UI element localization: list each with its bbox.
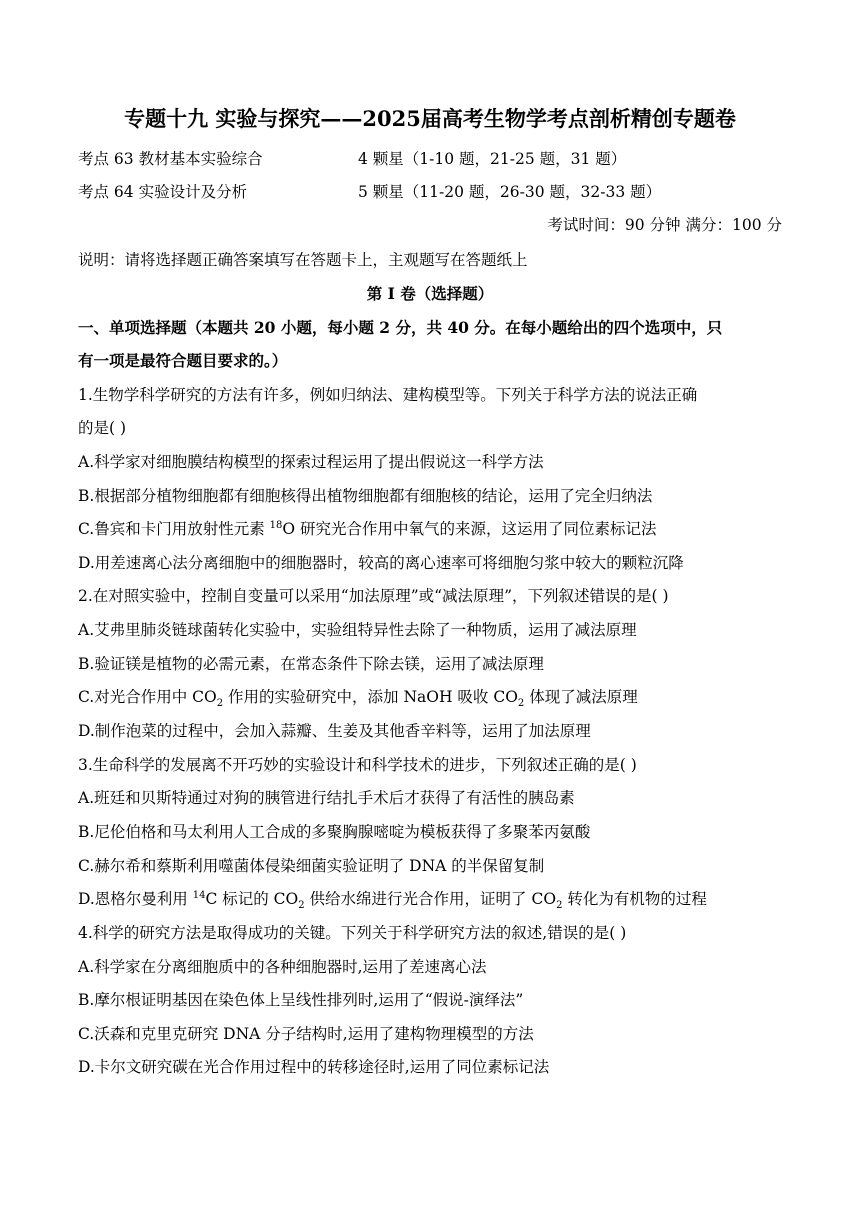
isotope-mass-18: 18 bbox=[269, 519, 283, 531]
isotope-mass-14: 14 bbox=[192, 889, 206, 901]
q4-option-d: D.卡尔文研究碳在光合作用过程中的转移途径时,运用了同位素标记法 bbox=[78, 1058, 550, 1076]
kaodian-64-name: 考点 64 实验设计及分析 bbox=[78, 183, 248, 201]
q4-option-b: B.摩尔根证明基因在染色体上呈线性排列时,运用了“假说-演绎法” bbox=[78, 991, 524, 1009]
q4-option-c: C.沃森和克里克研究 DNA 分子结构时,运用了建构物理模型的方法 bbox=[78, 1025, 534, 1043]
kaodian-63-name: 考点 63 教材基本实验综合 bbox=[78, 150, 263, 168]
q1-option-a: A.科学家对细胞膜结构模型的探索过程运用了提出假说这一科学方法 bbox=[78, 453, 544, 471]
co2-subscript: 2 bbox=[517, 698, 525, 710]
q3-option-d-text-3: 供给水绵进行光合作用，证明了 CO bbox=[304, 890, 557, 908]
q1-option-c-text-2: O 研究光合作用中氧气的来源，这运用了同位素标记法 bbox=[282, 520, 657, 538]
q1-option-d: D.用差速离心法分离细胞中的细胞器时，较高的离心速率可将细胞匀浆中较大的颗粒沉降 bbox=[78, 554, 684, 572]
q1-option-c bbox=[78, 518, 788, 540]
q4-option-a: A.科学家在分离细胞质中的各种细胞器时,运用了差速离心法 bbox=[78, 958, 487, 976]
q2-option-c-text-3: 体现了减法原理 bbox=[524, 688, 638, 706]
q2-option-a: A.艾弗里肺炎链球菌转化实验中，实验组特异性去除了一种物质，运用了减法原理 bbox=[78, 621, 637, 639]
part-heading-line2: 有一项是最符合题目要求的。） bbox=[78, 351, 288, 370]
q2-stem: 2.在对照实验中，控制自变量可以采用“加法原理”或“减法原理”，下列叙述错误的是( ) bbox=[78, 587, 669, 605]
co2-subscript: 2 bbox=[298, 900, 305, 912]
page-title: 专题十九 实验与探究——2025届高考生物学考点剖析精创专题卷 bbox=[124, 106, 736, 131]
part-heading-line1: 一、单项选择题（本题共 20 小题，每小题 2 分，共 40 分。在每小题给出的四个选项中，只 bbox=[78, 318, 723, 337]
kaodian-row-63 bbox=[78, 148, 788, 170]
section-title: 第 I 卷（选择题） bbox=[366, 284, 494, 303]
kaodian-64-stars: 5 颗星（11-20 题，26-30 题，32-33 题） bbox=[358, 183, 662, 201]
instruction-text: 说明：请将选择题正确答案填写在答题卡上，主观题写在答题纸上 bbox=[78, 251, 528, 269]
q3-option-d-text-1: D.恩格尔曼利用 bbox=[78, 890, 193, 908]
q1-option-b: B.根据部分植物细胞都有细胞核得出植物细胞都有细胞核的结论，运用了完全归纳法 bbox=[78, 487, 653, 505]
q1-stem-line1: 1.生物学科学研究的方法有许多，例如归纳法、建构模型等。下列关于科学方法的说法正确 bbox=[78, 386, 698, 404]
co2-subscript: 2 bbox=[216, 698, 224, 710]
kaodian-63-stars: 4 颗星（1-10 题，21-25 题，31 题） bbox=[358, 150, 627, 168]
q4-stem: 4.科学的研究方法是取得成功的关键。下列关于科学研究方法的叙述,错误的是( ) bbox=[78, 924, 627, 942]
q2-option-b: B.验证镁是植物的必需元素，在常态条件下除去镁，运用了减法原理 bbox=[78, 655, 544, 673]
exam-time: 考试时间：90 分钟 满分：100 分 bbox=[547, 216, 782, 234]
q3-option-d-text-2: C 标记的 CO bbox=[205, 890, 299, 908]
q1-option-c-text-1: C.鲁宾和卡门用放射性元素 bbox=[78, 520, 270, 538]
co2-subscript: 2 bbox=[556, 900, 563, 912]
q1-stem-line2: 的是( ) bbox=[78, 419, 127, 437]
q2-option-c-text-1: C.对光合作用中 CO bbox=[78, 688, 217, 706]
q3-option-b: B.尼伦伯格和马太利用人工合成的多聚胸腺嘧啶为模板获得了多聚苯丙氨酸 bbox=[78, 823, 591, 841]
q2-option-c bbox=[78, 686, 788, 708]
q2-option-c-text-2: 作用的实验研究中，添加 NaOH 吸收 CO bbox=[223, 688, 518, 706]
q3-option-d bbox=[78, 888, 788, 910]
q3-stem: 3.生命科学的发展离不开巧妙的实验设计和科学技术的进步，下列叙述正确的是( ) bbox=[78, 756, 637, 774]
q3-option-c: C.赫尔希和蔡斯利用噬菌体侵染细菌实验证明了 DNA 的半保留复制 bbox=[78, 857, 545, 875]
kaodian-row-64 bbox=[78, 181, 788, 203]
q2-option-d: D.制作泡菜的过程中，会加入蒜瓣、生姜及其他香辛料等，运用了加法原理 bbox=[78, 722, 591, 740]
q3-option-a: A.班廷和贝斯特通过对狗的胰管进行结扎手术后才获得了有活性的胰岛素 bbox=[78, 789, 575, 807]
q3-option-d-text-4: 转化为有机物的过程 bbox=[562, 890, 707, 908]
